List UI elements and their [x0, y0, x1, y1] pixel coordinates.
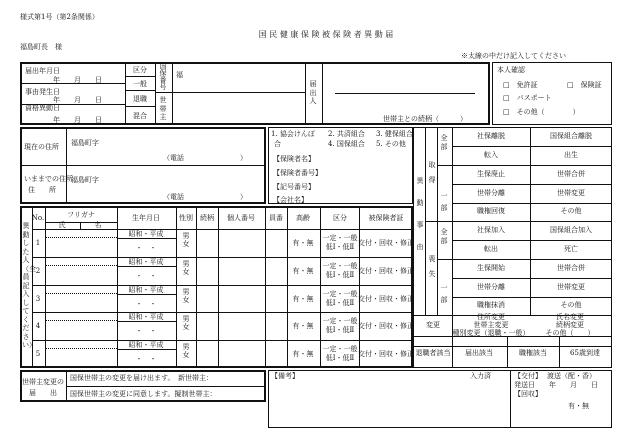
henko-1b[interactable]: 氏名変更 — [556, 313, 584, 321]
reason-henko: 変更 — [426, 321, 440, 329]
row-sex-female[interactable]: 女 — [182, 267, 190, 276]
kaishu-umu[interactable]: 有・無 — [568, 402, 589, 410]
reason-2-a[interactable]: 転入 — [484, 150, 498, 159]
row-kubun-1[interactable]: 一定・一般 — [322, 234, 358, 242]
row-kourei[interactable]: 有・無 — [292, 322, 314, 331]
row-sex-male[interactable]: 男 — [182, 232, 190, 240]
identity-title: 本人確認 — [497, 66, 525, 74]
row-card[interactable]: 交付・回収・修正 — [358, 239, 414, 247]
kubun-label: 区分 — [133, 66, 147, 74]
henko-3b[interactable]: その他（ ） — [545, 329, 595, 337]
form-number: 様式第1号（第2条関係） — [20, 13, 99, 21]
ins-number[interactable]: 【保険者番号】 — [273, 169, 322, 177]
row-kubun-2[interactable]: 低Ⅰ・低Ⅱ — [325, 298, 355, 307]
row-kourei[interactable]: 有・無 — [292, 266, 314, 275]
row-card[interactable]: 交付・回収・修正 — [358, 322, 414, 331]
koufu-option[interactable]: 渡送（配・香） — [547, 372, 596, 380]
col-mei: 名 — [94, 221, 102, 229]
table-side-label: 異動した人（全員記入してください） — [22, 222, 36, 349]
henko-3a[interactable]: 種別変更（退職・一般） — [452, 329, 530, 337]
shikaku-date-label: 資格異動日 — [25, 104, 60, 112]
row-sex-male[interactable]: 男 — [182, 259, 190, 268]
addressee: 福島町長 様 — [20, 43, 62, 51]
previous-address-label: いままでの住所 — [24, 175, 73, 183]
identity-other[interactable]: □ その他（ ） — [503, 108, 580, 116]
persons-table — [20, 206, 413, 368]
ins-opt1[interactable]: 1. 協会けんぽ — [271, 130, 315, 138]
form-title: 国 民 健 康 保 険 被 保 険 者 異 動 届 — [258, 30, 394, 39]
row-kourei[interactable]: 有・無 — [292, 239, 314, 247]
col-kubun: 区分 — [333, 214, 347, 222]
reason-ichibu-2: 一部 — [440, 284, 448, 304]
kaishu-label: 【回収】 — [514, 390, 542, 398]
row-kubun-1[interactable]: 一定・一般 — [322, 261, 358, 270]
row-sex-female[interactable]: 女 — [182, 323, 190, 332]
current-address-value[interactable]: 福島町字 — [71, 139, 99, 147]
reason-ido: 異動事由 — [416, 177, 424, 251]
ins-opt1-b: 合 — [274, 140, 281, 148]
relation-field[interactable]: 世帯主との続柄（ ） — [383, 115, 467, 123]
reason-1-b[interactable]: 国保組合離脱 — [550, 131, 592, 140]
reason-ichibu-1: 一部 — [440, 192, 448, 212]
row-number: 1 — [35, 239, 41, 247]
reason-zenbu-2: 全部 — [440, 228, 448, 245]
reason-7-a[interactable]: 転出 — [484, 244, 498, 253]
ins-kigo[interactable]: 【記号番号】 — [273, 183, 315, 191]
reason-8-b[interactable]: 世帯合併 — [557, 263, 585, 272]
bottom-2[interactable]: 届出該当 — [465, 349, 493, 357]
setainushi-label: 世帯主 — [159, 96, 167, 121]
row-kourei[interactable]: 有・無 — [292, 350, 314, 359]
reason-10-b[interactable]: その他 — [560, 301, 582, 309]
kubun-ippan[interactable]: 一般 — [133, 80, 147, 88]
reason-toku: 取得 — [428, 161, 436, 184]
row-number: 5 — [35, 350, 41, 359]
henko-1a[interactable]: 住所変更 — [477, 313, 505, 321]
change-line-1[interactable]: 国保世帯主の変更を届け出ます。 新世帯主： — [70, 374, 213, 382]
koufu-label: 【交付】 — [514, 372, 542, 380]
reason-5-a[interactable]: 職権回復 — [477, 207, 505, 215]
col-kourei: 高齢 — [296, 214, 310, 222]
kubun-taishoku[interactable]: 退職 — [133, 95, 147, 103]
row-sex-male[interactable]: 男 — [182, 343, 190, 352]
henko-2a[interactable]: 世帯主変更 — [473, 321, 509, 329]
identity-license[interactable]: □ 免許証 — [503, 81, 538, 89]
ins-opt4[interactable]: 4. 国保組合 — [328, 140, 365, 148]
hoken-no-value[interactable]: 福 — [176, 71, 183, 79]
identity-passport[interactable]: □ パスポート — [503, 94, 552, 102]
row-kubun-2[interactable]: 低Ⅰ・低Ⅱ — [325, 270, 355, 279]
current-phone[interactable]: （電話 ） — [163, 154, 247, 162]
todoke-date-label: 届出年月日 — [25, 67, 60, 75]
reason-shitsu: 喪失 — [428, 255, 436, 278]
row-era[interactable]: 昭和・平成 — [128, 285, 164, 294]
col-kojin: 個人番号 — [227, 214, 255, 222]
ins-opt2[interactable]: 2. 共済組合 — [328, 130, 365, 138]
col-furigana: フリガナ — [67, 211, 95, 219]
shikaku-date-value[interactable]: 年 月 日 — [53, 116, 102, 124]
previous-address-label-2: 住 所 — [28, 186, 56, 194]
row-sex-female[interactable]: 女 — [182, 295, 190, 304]
row-birth-dots[interactable]: ・ ・ — [135, 271, 157, 280]
row-birth-dots[interactable]: ・ ・ — [135, 355, 157, 364]
row-birth-dots[interactable]: ・ ・ — [135, 327, 157, 336]
ins-opt3[interactable]: 3. 健保組合 — [376, 130, 413, 138]
insurance-box — [268, 127, 413, 204]
change-line-2[interactable]: 国保世帯主の変更に同意します。擬制世帯主： — [70, 390, 217, 398]
bottom-1[interactable]: 退職者該当 — [415, 349, 451, 357]
previous-address-value[interactable]: 福島町字 — [71, 176, 99, 184]
reason-3-a[interactable]: 生保廃止 — [477, 169, 505, 178]
jiyu-date-label: 事由発生日 — [25, 88, 60, 96]
row-kubun-2[interactable]: 低Ⅰ・低Ⅱ — [325, 326, 355, 335]
col-zokugara: 続柄 — [200, 214, 214, 222]
previous-phone[interactable]: （電話 ） — [163, 193, 247, 201]
bottom-3[interactable]: 職権該当 — [519, 349, 547, 357]
reason-4-b[interactable]: 世帯変更 — [557, 188, 585, 197]
reason-6-a[interactable]: 社保加入 — [477, 225, 505, 234]
reason-1-a[interactable]: 社保離脱 — [477, 131, 505, 140]
change-label-2: 届 出 — [29, 389, 57, 397]
send-date[interactable]: 発送日 年 月 日 — [514, 381, 598, 389]
remarks-label: 【備考】 — [271, 372, 299, 380]
current-address-label: 現在の住所 — [24, 143, 59, 151]
row-kubun-1[interactable]: 一定・一般 — [322, 289, 358, 298]
input-done[interactable]: 入力済 — [470, 372, 491, 380]
henko-2b[interactable]: 続柄変更 — [556, 321, 584, 329]
row-era[interactable]: 昭和・平成 — [128, 230, 164, 238]
row-kourei[interactable]: 有・無 — [292, 294, 314, 303]
row-card[interactable]: 交付・回収・修正 — [358, 350, 414, 359]
row-era[interactable]: 昭和・平成 — [128, 257, 164, 266]
row-sex-male[interactable]: 男 — [182, 315, 190, 324]
row-kubun-2[interactable]: 低Ⅰ・低Ⅱ — [325, 243, 355, 251]
hoken-no-label: 国保番号 — [159, 62, 167, 91]
jiyu-date-value[interactable]: 年 月 日 — [53, 96, 102, 104]
reason-zenbu-1: 全部 — [440, 134, 448, 151]
identity-insurance-card[interactable]: □ 保険証 — [567, 81, 602, 89]
reason-9-a[interactable]: 世帯分離 — [477, 282, 505, 291]
row-era[interactable]: 昭和・平成 — [128, 313, 164, 322]
todokede-label: 届出人 — [309, 80, 317, 105]
ins-name[interactable]: 【保険者名】 — [273, 155, 315, 163]
col-no: No. — [31, 214, 45, 222]
todoke-date-value[interactable]: 年 月 日 — [53, 76, 102, 84]
row-card[interactable]: 交付・回収・修正 — [358, 266, 414, 275]
reason-6-b[interactable]: 国保組合加入 — [550, 225, 592, 234]
row-kubun-1[interactable]: 一定・一般 — [322, 345, 358, 354]
reason-4-a[interactable]: 世帯分離 — [477, 188, 505, 197]
row-kubun-2[interactable]: 低Ⅰ・低Ⅱ — [325, 354, 355, 363]
ins-company[interactable]: 【会社名】 — [273, 196, 308, 204]
row-sex-female[interactable]: 女 — [182, 351, 190, 360]
reason-10-a[interactable]: 職権抹消 — [477, 301, 505, 309]
row-number: 4 — [35, 322, 41, 331]
reason-8-a[interactable]: 生保開始 — [477, 263, 505, 272]
reason-2-b[interactable]: 出生 — [564, 150, 578, 159]
kubun-kongo[interactable]: 混合 — [133, 112, 147, 120]
col-shi: 氏 — [58, 221, 66, 229]
row-sex-male[interactable]: 男 — [182, 287, 190, 296]
col-sex: 性別 — [179, 214, 193, 222]
change-label-1: 世帯主変更の — [22, 378, 64, 386]
col-card: 被保険者証 — [368, 214, 404, 222]
row-number: 3 — [35, 294, 41, 303]
row-era[interactable]: 昭和・平成 — [128, 341, 164, 350]
reason-9-b[interactable]: 世帯変更 — [557, 282, 585, 291]
ins-opt5[interactable]: 5. その他 — [376, 140, 406, 148]
row-sex-female[interactable]: 女 — [182, 240, 190, 248]
reason-5-b[interactable]: その他 — [560, 207, 582, 215]
row-birth-dots[interactable]: ・ ・ — [135, 244, 157, 252]
row-card[interactable]: 交付・回収・修正 — [358, 294, 414, 303]
col-kaiban: 員番 — [269, 214, 283, 222]
reason-7-b[interactable]: 死亡 — [564, 244, 578, 253]
instruction-note: ※太線の中だけ記入してください — [461, 52, 566, 60]
reason-3-b[interactable]: 世帯合併 — [557, 169, 585, 178]
row-kubun-1[interactable]: 一定・一般 — [322, 317, 358, 326]
row-number: 2 — [35, 266, 41, 275]
row-birth-dots[interactable]: ・ ・ — [135, 299, 157, 308]
col-birth: 生年月日 — [132, 214, 160, 222]
bottom-4[interactable]: 65歳到達 — [570, 349, 600, 357]
